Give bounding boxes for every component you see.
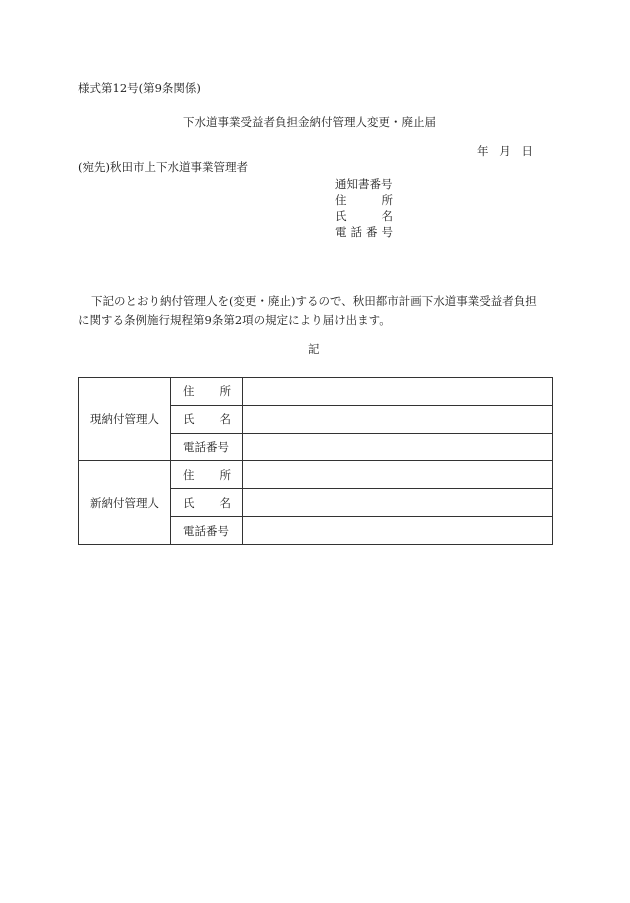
body-text-line-2: に関する条例施行規程第9条第2項の規定により届け出ます。 [78, 313, 391, 327]
date-year: 年 [477, 144, 489, 158]
new-name-field[interactable] [243, 489, 553, 517]
new-phone-field[interactable] [243, 517, 553, 545]
current-address-field[interactable] [243, 378, 553, 406]
current-phone-field[interactable] [243, 433, 553, 461]
applicant-address-label: 住 所 [335, 193, 393, 207]
form-number: 様式第12号(第9条関係) [78, 81, 201, 95]
new-manager-label: 新納付管理人 [79, 461, 171, 545]
new-phone-label: 電話番号 [171, 517, 243, 545]
applicant-phone-label: 電 話 番 号 [335, 225, 393, 239]
current-name-label: 氏 名 [171, 405, 243, 433]
document-title: 下水道事業受益者負担金納付管理人変更・廃止届 [183, 115, 436, 129]
current-phone-label: 電話番号 [171, 433, 243, 461]
date-month: 月 [499, 144, 511, 158]
table-row [79, 461, 553, 489]
manager-table [78, 377, 553, 545]
current-manager-label: 現納付管理人 [79, 378, 171, 461]
new-address-label: 住 所 [171, 461, 243, 489]
new-address-field[interactable] [243, 461, 553, 489]
addressee: (宛先)秋田市上下水道事業管理者 [78, 160, 248, 174]
current-address-label: 住 所 [171, 378, 243, 406]
new-name-label: 氏 名 [171, 489, 243, 517]
body-text-line-1: 下記のとおり納付管理人を(変更・廃止)するので、秋田都市計画下水道事業受益者負担 [91, 294, 537, 308]
date-day: 日 [521, 144, 533, 158]
ki-heading: 記 [308, 342, 320, 356]
date-line [477, 146, 533, 158]
table-row [79, 378, 553, 406]
current-name-field[interactable] [243, 405, 553, 433]
notice-number-label: 通知書番号 [335, 177, 393, 191]
applicant-name-label: 氏 名 [335, 209, 393, 223]
